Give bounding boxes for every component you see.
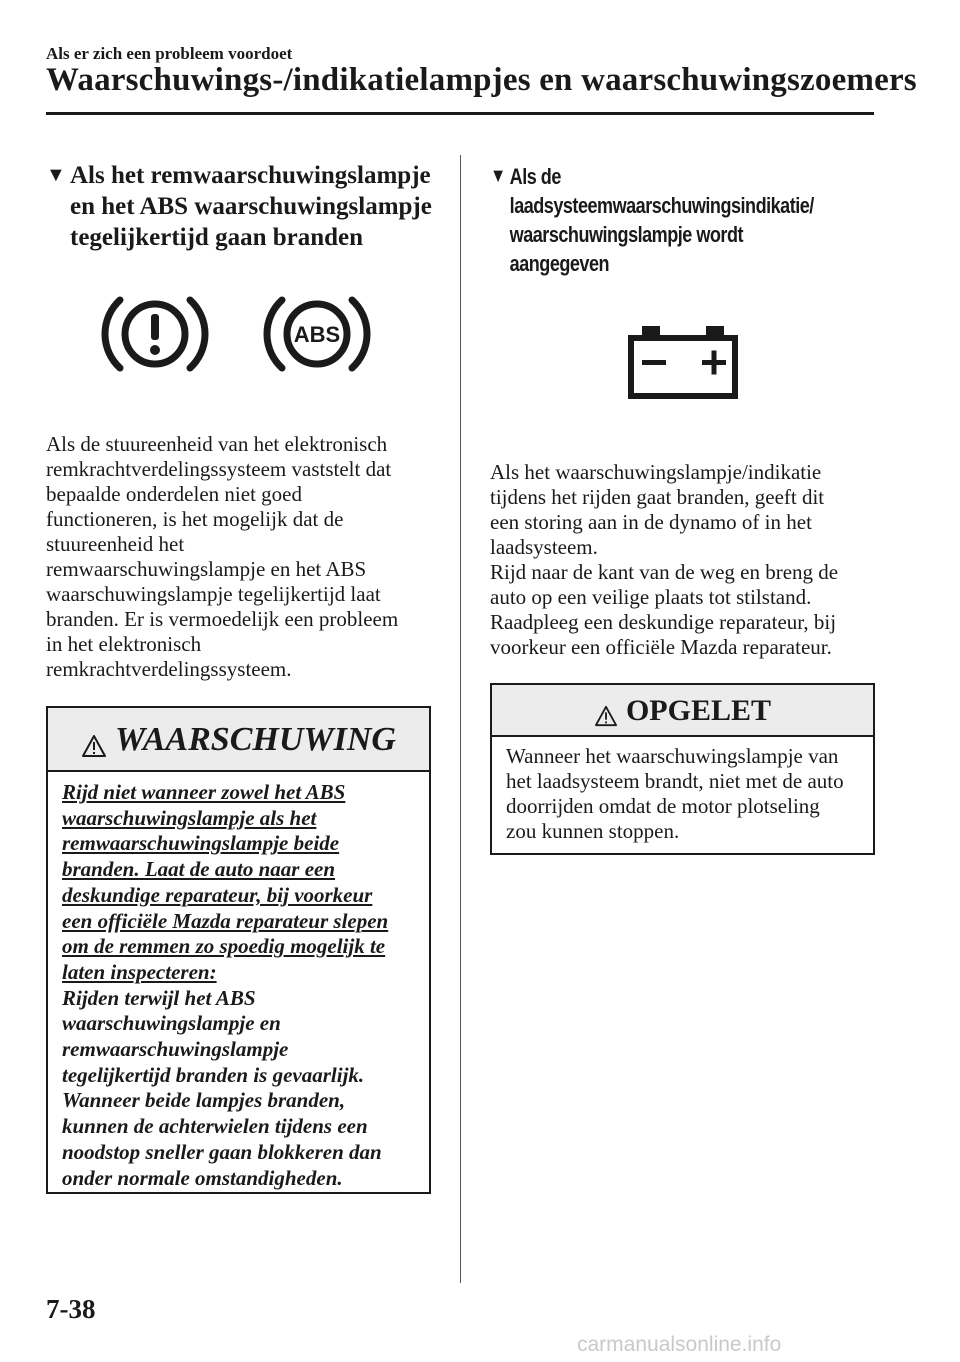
abs-icon-label: ABS xyxy=(293,322,341,347)
left-section-heading: ▼ Als het remwaarschuwingslampje en het ABS waarschuwingslampje tegelijkertijd gaan branden xyxy=(46,162,432,251)
warning-triangle-icon xyxy=(81,734,107,758)
warning-title: WAARSCHUWING xyxy=(115,721,396,758)
caution-box-header xyxy=(492,685,873,737)
heading-triangle-icon: ▼ xyxy=(490,165,506,187)
right-section-heading: ▼ Als de laadsysteemwaarschuwingsindikatie/ waarschuwingslampje wordt aangegeven xyxy=(490,164,814,276)
section-kicker: Als er zich een probleem voordoet xyxy=(46,44,293,63)
warning-box-body: Rijd niet wanneer zowel het ABS waarschuwingslampje als het remwaarschuwingslampje beide branden. Laat de auto naar een deskundige reparateur, bij voorkeur een officiële Mazda reparateur slepen om de remmen zo spoedig mogelijk te laten inspecteren: Rijden terwijl het ABS waarschuwingslampje en remwaarschuwingslampje tegelijkertijd branden is gevaarlijk. Wanneer beide lampjes branden, kunnen de achterwielen tijdens een noodstop sneller gaan blokkeren dan onder normale omstandigheden. xyxy=(62,780,389,1190)
caution-box-body: Wanneer het waarschuwingslampje van het laadsysteem brandt, niet met de auto doorrijden omdat de motor plotseling zou kunnen stoppen. xyxy=(506,744,844,843)
caution-box xyxy=(490,683,875,855)
column-divider xyxy=(460,155,461,1283)
left-body-paragraph: Als de stuureenheid van het elektronisch remkrachtverdelingssysteem vaststelt dat bepaalde onderdelen niet goed functioneren, is het mogelijk dat de stuureenheid het remwaarschuwingslampje en het ABS waarschuwingslampje tegelijkertijd laat branden. Er is vermoedelijk een probleem in het elektronisch remkrachtverdelingssysteem. xyxy=(46,432,399,681)
heading-triangle-icon: ▼ xyxy=(46,164,66,186)
caution-title: OPGELET xyxy=(625,694,772,727)
warning-box xyxy=(46,706,431,1194)
brake-warning-icon xyxy=(96,290,214,378)
watermark: carmanualsonline.info xyxy=(577,1333,782,1356)
page-number: 7-38 xyxy=(46,1294,96,1324)
right-body-paragraph: Als het waarschuwingslampje/indikatie tijdens het rijden gaat branden, geeft dit een storing aan in de dynamo of in het laadsysteem. Rijd naar de kant van de weg en breng de auto op een veilige plaats tot stilstand. Raadpleeg een deskundige reparateur, bij voorkeur een officiële Mazda reparateur. xyxy=(490,460,839,659)
title-rule xyxy=(46,112,874,115)
abs-warning-icon xyxy=(258,290,376,378)
warning-box-header xyxy=(48,708,429,772)
battery-charge-icon xyxy=(628,326,738,400)
caution-triangle-icon xyxy=(594,705,618,727)
page-title: Waarschuwings-/indikatielampjes en waarschuwingszoemers xyxy=(46,62,917,98)
